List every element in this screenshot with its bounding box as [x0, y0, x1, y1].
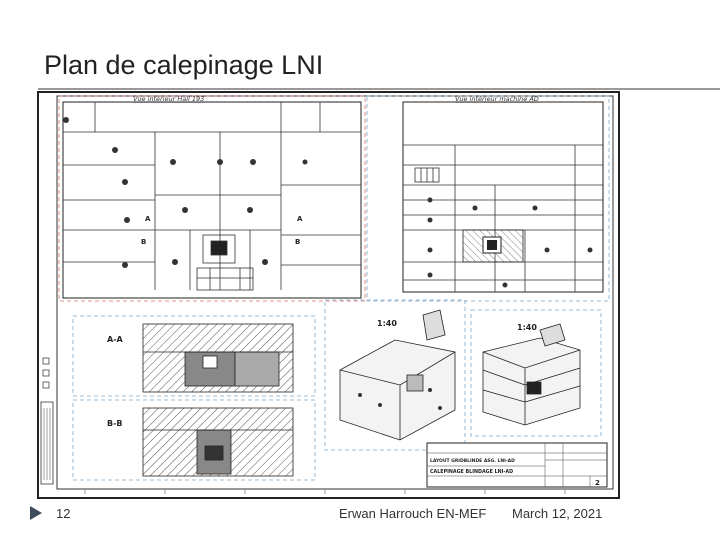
section-aa-label: A-A	[107, 335, 123, 344]
view-right-title: Vue intérieur machine AD	[455, 95, 539, 103]
iso-view-2-scale: 1:40	[517, 323, 537, 332]
svg-text:A: A	[145, 215, 151, 223]
view-left-title: Vue intérieur Hall 193	[133, 95, 205, 103]
page-number: 12	[56, 506, 71, 521]
title-block-sheet: 2	[595, 479, 600, 487]
footer-date: March 12, 2021	[512, 506, 603, 521]
footer-bullet-icon	[30, 506, 42, 520]
sheet-frame	[38, 92, 619, 498]
svg-text:B: B	[141, 238, 147, 246]
technical-drawing	[35, 90, 621, 500]
svg-text:A: A	[297, 215, 303, 223]
title-block	[427, 443, 607, 487]
footer-author: Erwan Harrouch EN-MEF	[339, 506, 487, 521]
iso-view-1-scale: 1:40	[377, 319, 397, 328]
section-bb-label: B-B	[107, 419, 123, 428]
title-block-line1: LAYOUT GRIDBLINDE ASG. LNI-AD	[430, 459, 515, 464]
slide-title: Plan de calepinage LNI	[44, 50, 324, 80]
svg-text:B: B	[295, 238, 301, 246]
section-aa-body	[143, 324, 293, 392]
title-block-line2: CALEPINAGE BLINDAGE LNI-AD	[430, 470, 514, 475]
view-right-opening-core	[487, 240, 497, 250]
section-bb-body	[143, 408, 293, 476]
